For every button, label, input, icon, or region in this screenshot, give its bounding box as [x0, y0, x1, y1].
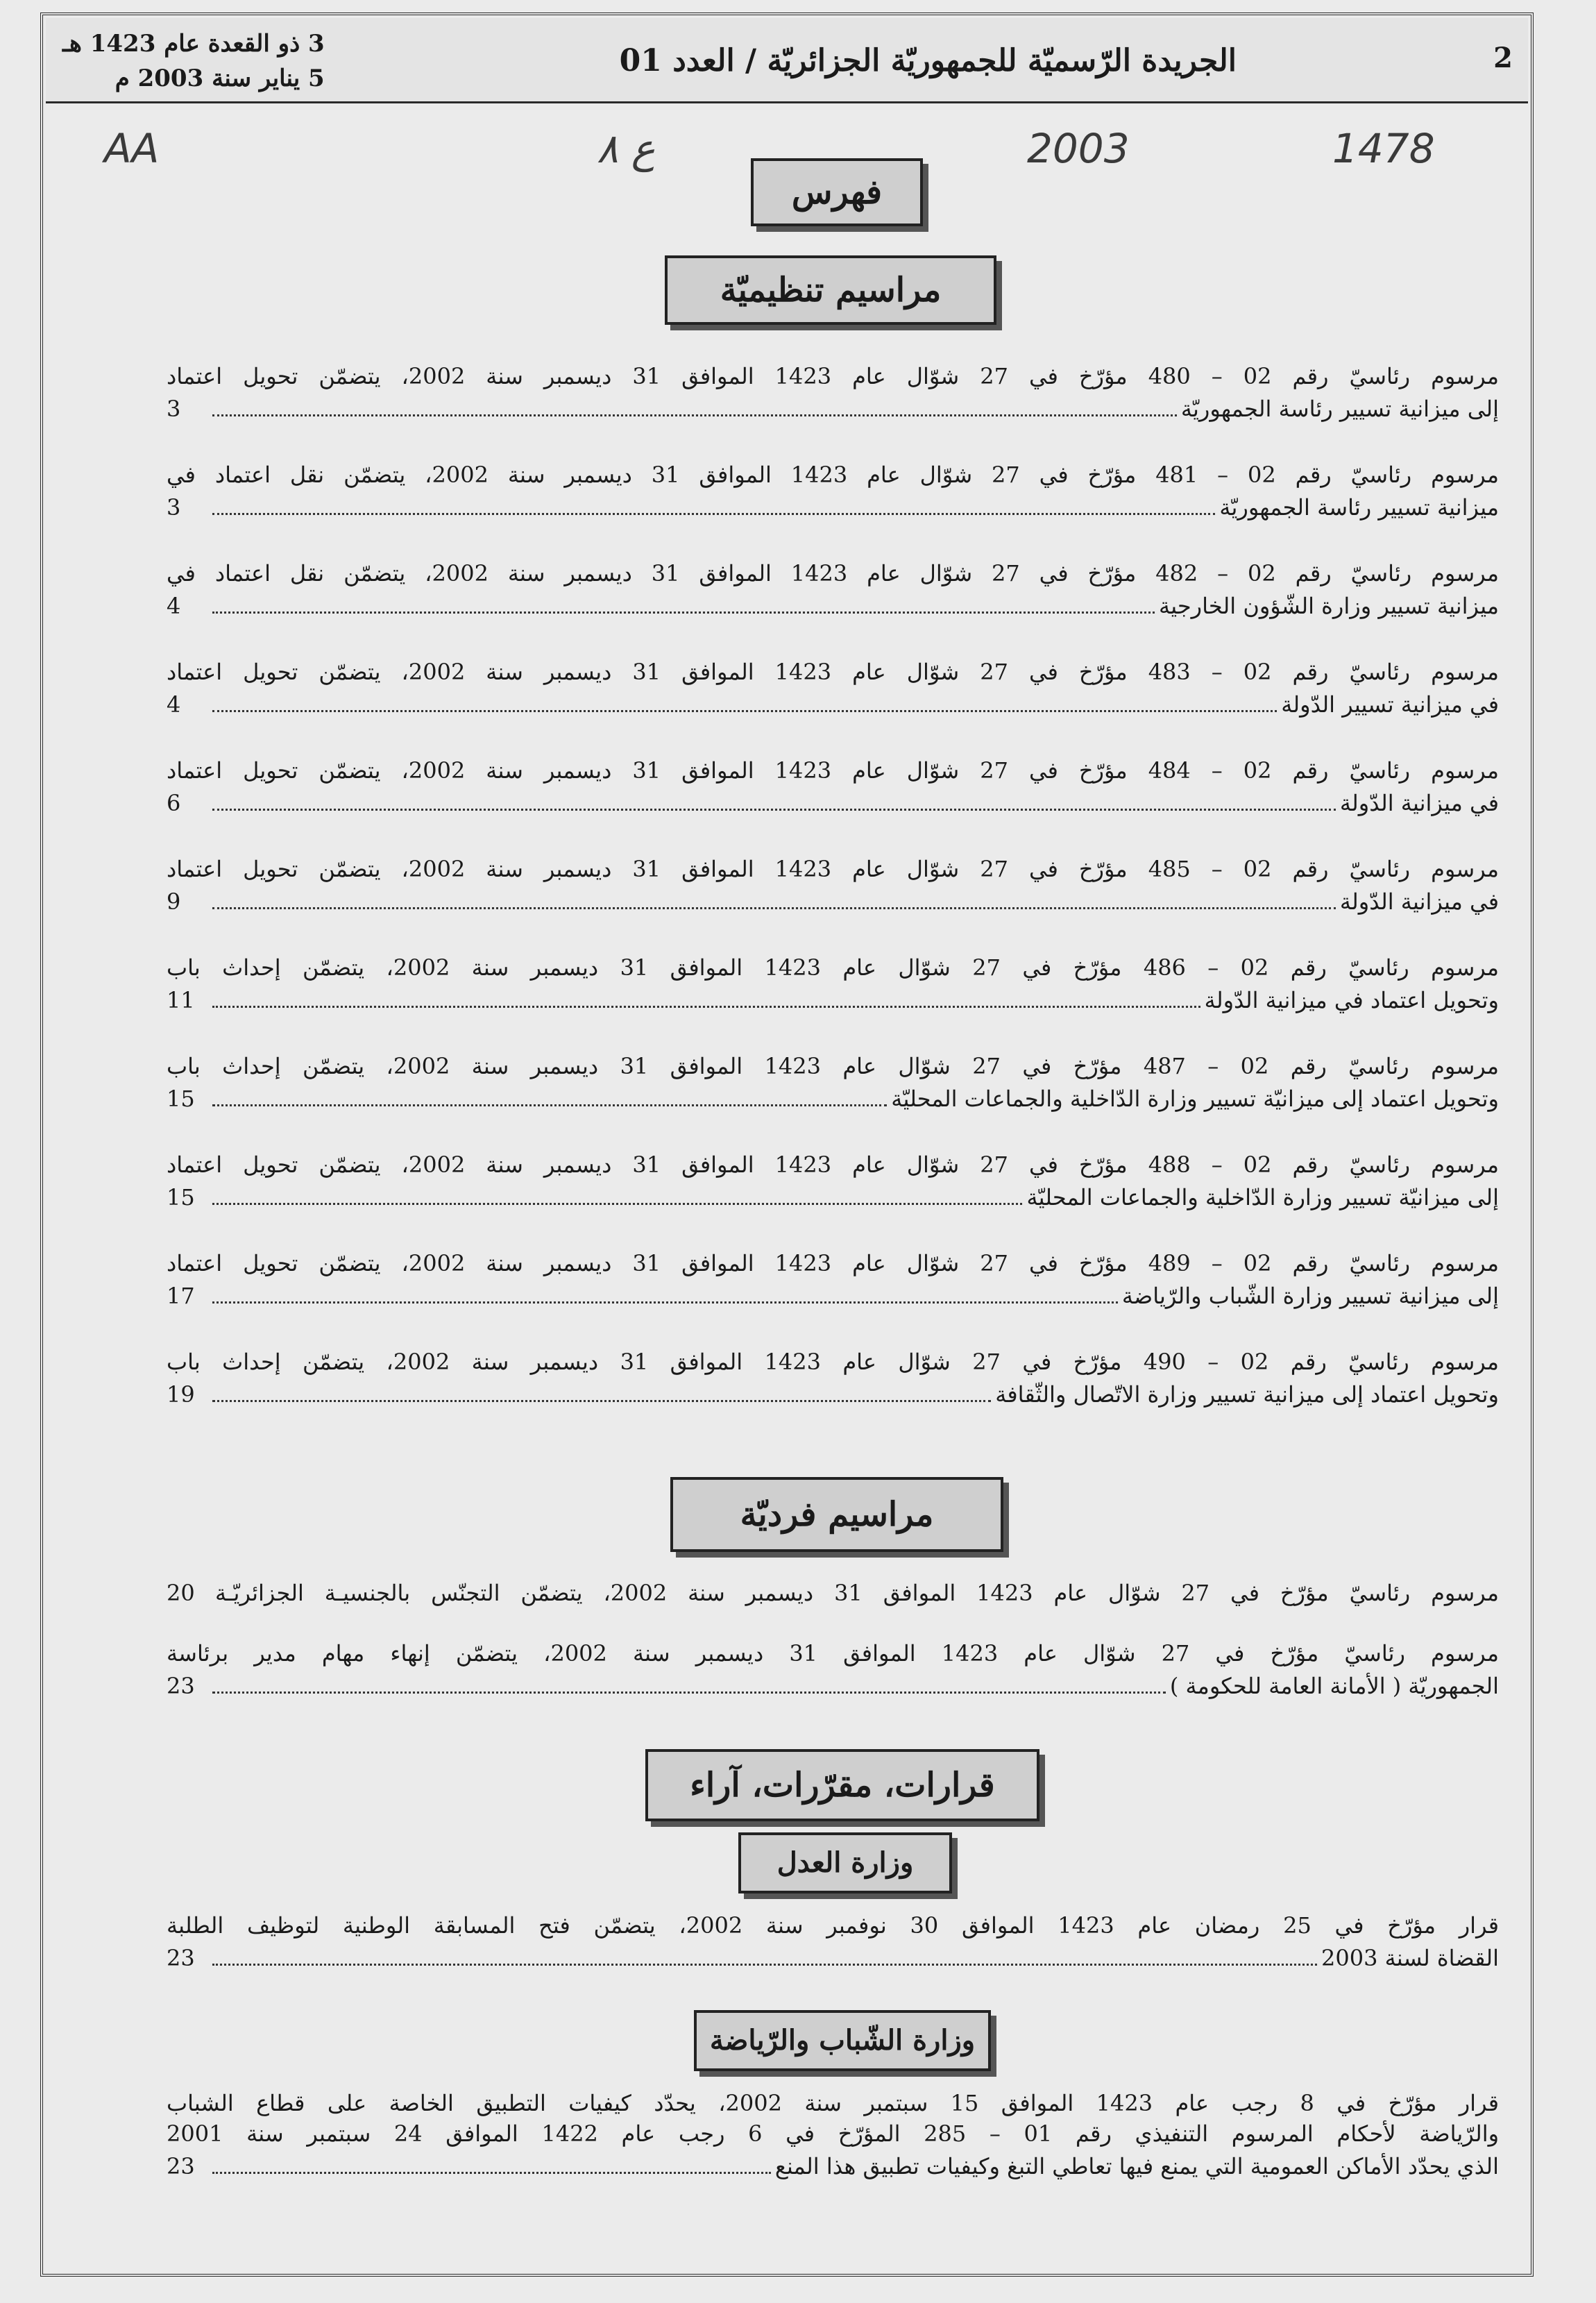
toc-entry	[167, 1051, 1499, 1116]
entry-line: وتحويل اعتماد إلى ميزانيّة تسيير وزارة الدّاخلية والجماعات المحليّة	[891, 1086, 1499, 1112]
leader-dots	[212, 1202, 1022, 1205]
leader-dots	[212, 906, 1336, 909]
entry-line: مرسوم رئاسيّ رقم 02 – 484 مؤرّخ في 27 شوّال عام 1423 الموافق 31 ديسمبر سنة 2002، يتضمّن تحويل اعتماد	[167, 757, 1499, 784]
entry-line: قرار مؤرّخ في 8 رجب عام 1423 الموافق 15 سبتمبر سنة 2002، يحدّد كيفيات التطبيق الخاصة على قطاع الشباب	[167, 2090, 1499, 2116]
page-ref: 4	[167, 691, 181, 718]
page-ref: 23	[167, 1945, 195, 1971]
toc-entry	[167, 1248, 1499, 1313]
issue-date	[62, 26, 325, 96]
handwritten-year: 2003	[1027, 125, 1130, 172]
justice-entry	[167, 1910, 1499, 1975]
entry-line: مرسوم رئاسيّ رقم 02 – 490 مؤرّخ في 27 شوّال عام 1423 الموافق 31 ديسمبر سنة 2002، يتضمّن إحداث باب	[167, 1349, 1499, 1375]
page-ref: 17	[167, 1283, 195, 1309]
toc-entry	[167, 854, 1499, 919]
entry-line: إلى ميزانية تسيير وزارة الشّباب والرّياضة	[1121, 1283, 1499, 1309]
leader-dots	[212, 1963, 1317, 1966]
entry-line: مرسوم رئاسيّ رقم 02 – 485 مؤرّخ في 27 شوّال عام 1423 الموافق 31 ديسمبر سنة 2002، يتضمّن تحويل اعتماد	[167, 856, 1499, 882]
regulatory-decrees-heading: مراسيم تنظيميّة	[665, 255, 996, 325]
leader-dots	[212, 414, 1177, 416]
entry-line: الذي يحدّد الأماكن العمومية التي يمنع فيها تعاطي التبغ وكيفيات تطبيق هذا المنع	[774, 2153, 1499, 2179]
leader-dots	[212, 1301, 1118, 1304]
journal-title: الجريدة الرّسميّة للجمهوريّة الجزائريّة / العدد 01	[619, 43, 1237, 78]
youth-ministry-heading: وزارة الشّباب والرّياضة	[694, 2010, 991, 2071]
leader-dots	[212, 709, 1277, 712]
page-ref: 15	[167, 1086, 195, 1112]
leader-dots	[212, 2171, 771, 2174]
entry-line: في ميزانية الدّولة	[1339, 790, 1499, 816]
page-ref: 4	[167, 593, 181, 619]
entry-line: مرسوم رئاسيّ رقم 02 – 482 مؤرّخ في 27 شوّال عام 1423 الموافق 31 ديسمبر سنة 2002، يتضمّن نقل اعتماد في	[167, 560, 1499, 587]
justice-ministry-heading: وزارة العدل	[738, 1832, 952, 1893]
page-ref: 9	[167, 888, 181, 915]
page-ref: 11	[167, 987, 195, 1013]
entry-line: مرسوم رئاسيّ رقم 02 – 483 مؤرّخ في 27 شوّال عام 1423 الموافق 31 ديسمبر سنة 2002، يتضمّن تحويل اعتماد	[167, 659, 1499, 685]
hijri-date: 3 ذو القعدة عام 1423 هـ	[62, 30, 325, 58]
entry-line: قرار مؤرّخ في 25 رمضان عام 1423 الموافق 30 نوفمبر سنة 2002، يتضمّن فتح المسابقة الوطنية لتوظيف الطلبة	[167, 1912, 1499, 1939]
entry-line: إلى ميزانية تسيير رئاسة الجمهوريّة	[1180, 396, 1499, 422]
leader-dots	[212, 611, 1155, 614]
toc-entry	[167, 1576, 1499, 1610]
page-ref: 23	[167, 1673, 195, 1699]
page-header	[46, 18, 1528, 103]
leader-dots	[212, 808, 1336, 811]
entry-line: في ميزانية الدّولة	[1339, 888, 1499, 915]
entry-line: مرسوم رئاسيّ رقم 02 – 487 مؤرّخ في 27 شوّال عام 1423 الموافق 31 ديسمبر سنة 2002، يتضمّن إحداث باب	[167, 1053, 1499, 1079]
toc-entry	[167, 361, 1499, 426]
gregorian-date: 5 يناير سنة 2003 م	[114, 65, 325, 92]
leader-dots	[212, 1005, 1200, 1008]
leader-dots	[212, 1691, 1166, 1694]
leader-dots	[212, 1104, 887, 1106]
handwritten-mark-left: AA	[104, 125, 160, 172]
entry-line: ميزانية تسيير رئاسة الجمهوريّة	[1219, 494, 1499, 521]
entry-line: إلى ميزانيّة تسيير وزارة الدّاخلية والجماعات المحليّة	[1026, 1184, 1499, 1210]
entry-line: في ميزانية تسيير الدّولة	[1281, 691, 1499, 718]
decisions-heading: قرارات، مقرّرات، آراء	[645, 1749, 1039, 1821]
entry-line: وتحويل اعتماد في ميزانية الدّولة	[1204, 987, 1499, 1013]
index-heading: فهرس	[751, 158, 923, 226]
youth-entry	[167, 2088, 1499, 2184]
toc-entry	[167, 1347, 1499, 1412]
entry-line: مرسوم رئاسيّ رقم 02 – 481 مؤرّخ في 27 شوّال عام 1423 الموافق 31 ديسمبر سنة 2002، يتضمّن نقل اعتماد في	[167, 462, 1499, 488]
page-ref: 15	[167, 1184, 195, 1210]
page-ref: 3	[167, 494, 181, 521]
entry-line: مرسوم رئاسيّ مؤرّخ في 27 شوّال عام 1423 الموافق 31 ديسمبر سنة 2002، يتضمّن إنهاء مهام مدير برئاسة	[167, 1640, 1499, 1667]
page-ref: 20	[167, 1580, 195, 1606]
page-ref: 6	[167, 790, 181, 816]
page-ref: 23	[167, 2153, 195, 2179]
entry-line: وتحويل اعتماد إلى ميزانية تسيير وزارة الاتّصال والثّقافة	[995, 1381, 1499, 1408]
toc-entry	[167, 657, 1499, 722]
entry-line: مرسوم رئاسيّ رقم 02 – 489 مؤرّخ في 27 شوّال عام 1423 الموافق 31 ديسمبر سنة 2002، يتضمّن تحويل اعتماد	[167, 1250, 1499, 1276]
leader-dots	[212, 512, 1215, 515]
individual-decrees-heading: مراسيم فرديّة	[670, 1477, 1003, 1552]
page-ref: 3	[167, 396, 181, 422]
page-number: 2	[1493, 42, 1513, 74]
entry-line: مرسوم رئاسيّ مؤرّخ في 27 شوّال عام 1423 الموافق 31 ديسمبر سنة 2002، يتضمّن التجنّس بالجنسيـة الجزائريّـة	[215, 1580, 1499, 1606]
entry-line: مرسوم رئاسيّ رقم 02 – 488 مؤرّخ في 27 شوّال عام 1423 الموافق 31 ديسمبر سنة 2002، يتضمّن تحويل اعتماد	[167, 1152, 1499, 1178]
entry-line: والرّياضة لأحكام المرسوم التنفيذي رقم 01 – 285 المؤرّخ في 6 رجب عام 1422 الموافق 24 سبتمبر سنة 2001	[167, 2120, 1499, 2147]
toc-entry	[167, 1638, 1499, 1703]
toc-entry	[167, 952, 1499, 1018]
toc-entry	[167, 755, 1499, 820]
entry-line: القضاة لسنة 2003	[1321, 1945, 1499, 1971]
toc-entry	[167, 558, 1499, 623]
toc-entry	[167, 1149, 1499, 1215]
entry-line: مرسوم رئاسيّ رقم 02 – 486 مؤرّخ في 27 شوّال عام 1423 الموافق 31 ديسمبر سنة 2002، يتضمّن إحداث باب	[167, 954, 1499, 981]
entry-line: ميزانية تسيير وزارة الشّؤون الخارجية	[1159, 593, 1499, 619]
leader-dots	[212, 1399, 991, 1402]
handwritten-mark-mid: ع ٨	[597, 125, 656, 172]
entry-line: مرسوم رئاسيّ رقم 02 – 480 مؤرّخ في 27 شوّال عام 1423 الموافق 31 ديسمبر سنة 2002، يتضمّن تحويل اعتماد	[167, 363, 1499, 389]
handwritten-number: 1478	[1332, 125, 1435, 172]
page-ref: 19	[167, 1381, 195, 1408]
entry-line: الجمهوريّة ( الأمانة العامة للحكومة )	[1169, 1673, 1499, 1699]
toc-entry	[167, 459, 1499, 525]
